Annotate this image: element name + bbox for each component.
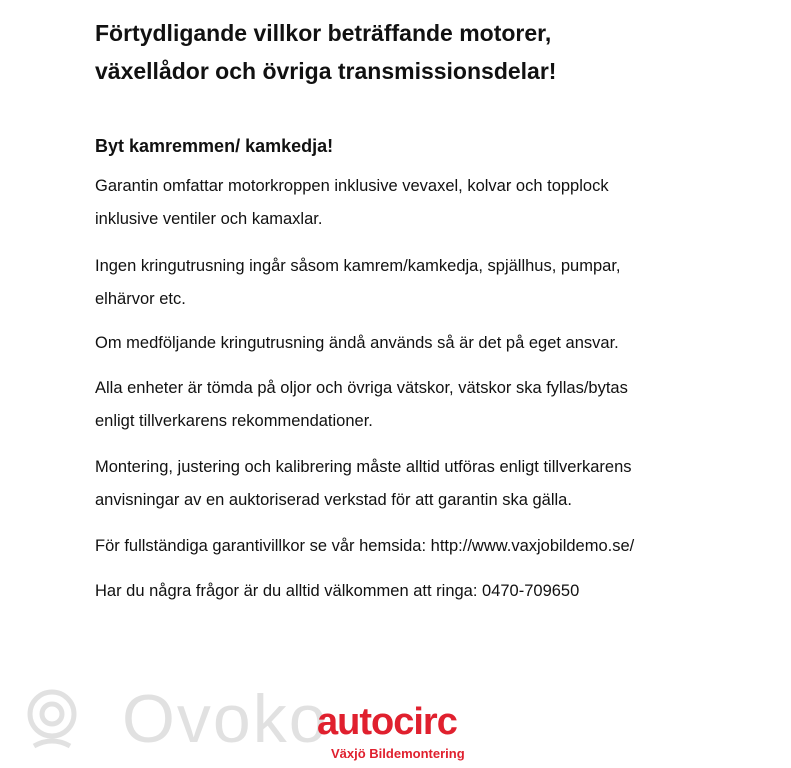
paragraph-website: [95, 530, 735, 563]
paragraph-line: Har du några frågor är du alltid välkommen att ringa: 0470-709650: [95, 582, 580, 600]
paragraph-excluded-equipment: [95, 250, 735, 316]
paragraph-line: inklusive ventiler och kamaxlar.: [95, 210, 323, 228]
paragraph-line: elhärvor etc.: [95, 290, 186, 308]
logo-wordmark: autocirc: [317, 701, 457, 743]
watermark-text: Ovoko: [122, 681, 329, 757]
autocirc-logo: [317, 700, 487, 766]
paragraph-line: enligt tillverkarens rekommendationer.: [95, 412, 373, 430]
paragraph-contact-phone: [95, 575, 735, 608]
title-line-1: Förtydligande villkor beträffande motorer,: [95, 20, 552, 46]
paragraph-own-risk: [95, 327, 735, 360]
section-heading: Byt kamremmen/ kamkedja!: [95, 136, 334, 156]
watermark: [20, 681, 350, 757]
logo-tagline: Växjö Bildemontering: [331, 746, 465, 761]
paragraph-coverage: [95, 170, 735, 236]
paragraph-installation: [95, 451, 735, 517]
paragraph-fluids: [95, 372, 735, 438]
ovoko-logo-icon: [20, 686, 84, 752]
paragraph-line: För fullständiga garantivillkor se vår hemsida: http://www.vaxjobildemo.se/: [95, 537, 635, 555]
paragraph-line: Garantin omfattar motorkroppen inklusive vevaxel, kolvar och topplock: [95, 177, 609, 195]
paragraph-line: Montering, justering och kalibrering måste alltid utföras enligt tillverkarens: [95, 458, 632, 476]
paragraph-line: Ingen kringutrusning ingår såsom kamrem/kamkedja, spjällhus, pumpar,: [95, 257, 621, 275]
paragraph-line: Om medföljande kringutrusning ändå används så är det på eget ansvar.: [95, 334, 619, 352]
document-title: [95, 14, 715, 90]
title-line-2: växellådor och övriga transmissionsdelar!: [95, 58, 557, 84]
paragraph-line: Alla enheter är tömda på oljor och övriga vätskor, vätskor ska fyllas/bytas: [95, 379, 628, 397]
paragraph-line: anvisningar av en auktoriserad verkstad för att garantin ska gälla.: [95, 491, 572, 509]
